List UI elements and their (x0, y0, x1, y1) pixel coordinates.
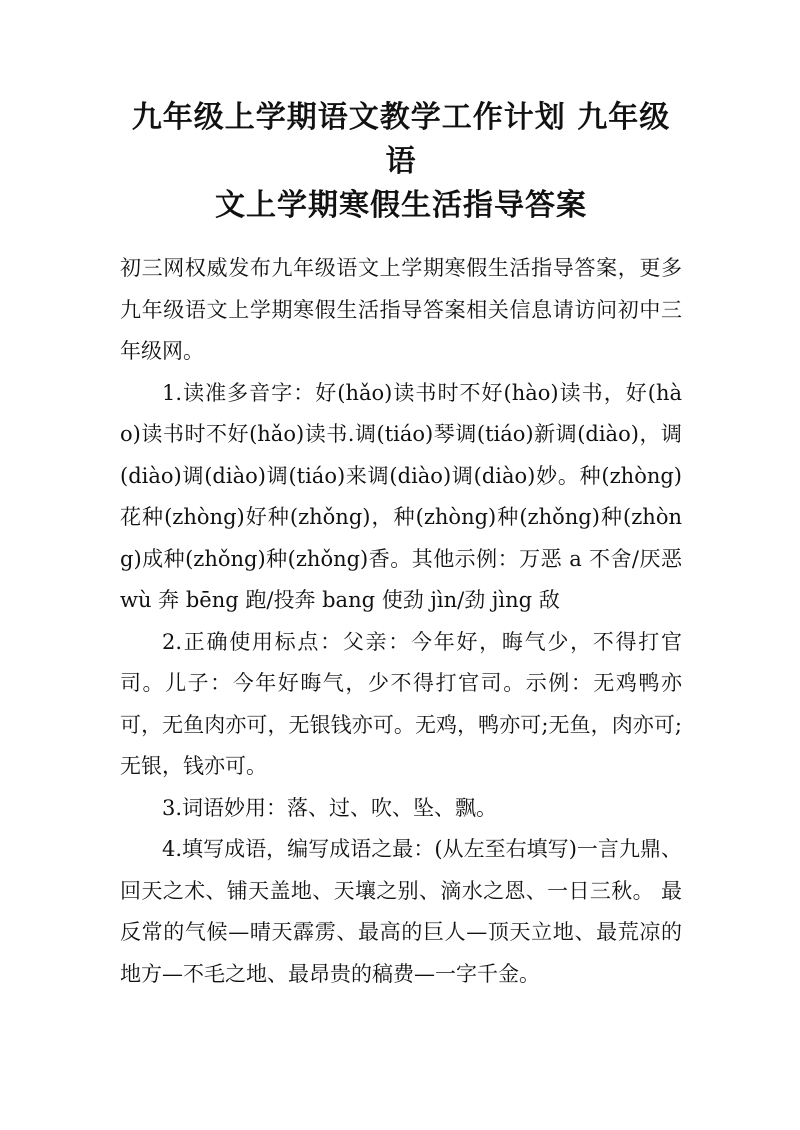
title-line-2: 文上学期寒假生活指导答案 (215, 188, 587, 223)
answer-4-idioms: 4.填写成语，编写成语之最：(从左至右填写)一言九鼎、回天之术、铺天盖地、天壤之别、滴水之恩、一日三秋。 最反常的气候—晴天霹雳、最高的巨人—顶天立地、最荒凉的地方—不毛之地、最昂贵的稿费—一字千金。 (120, 837, 682, 986)
answer-1-polyphonic: 1.读准多音字：好(hǎo)读书时不好(hào)读书，好(hào)读书时不好(hǎo)读书.调(tiáo)琴调(tiáo)新调(diào)，调(diào)调(diào)调(tiáo)来调(diào)调(diào)妙。种(zhòng)花种(zhòng)好种(zhǒng)，种(zhòng)种(zhǒng)种(zhòng)成种(zhǒng)种(zhǒng)香。其他示例：万恶 a 不舍/厌恶 wù 奔 bēng 跑/投奔 bang 使劲 jìn/劲 jìng 敌 (120, 380, 682, 612)
intro-paragraph: 初三网权威发布九年级语文上学期寒假生活指导答案，更多九年级语文上学期寒假生活指导答案相关信息请访问初中三年级网。 (120, 256, 682, 363)
title-line-1: 九年级上学期语文教学工作计划 九年级语 (131, 100, 671, 179)
document-title (120, 0, 682, 228)
answer-3-word-usage: 3.词语妙用：落、过、吹、坠、飘。 (162, 795, 498, 820)
document-body (120, 248, 682, 995)
answer-2-punctuation: 2.正确使用标点：父亲：今年好，晦气少，不得打官司。儿子：今年好晦气，少不得打官司。示例：无鸡鸭亦可，无鱼肉亦可，无银钱亦可。无鸡，鸭亦可;无鱼，肉亦可;无银，钱亦可。 (120, 629, 682, 778)
